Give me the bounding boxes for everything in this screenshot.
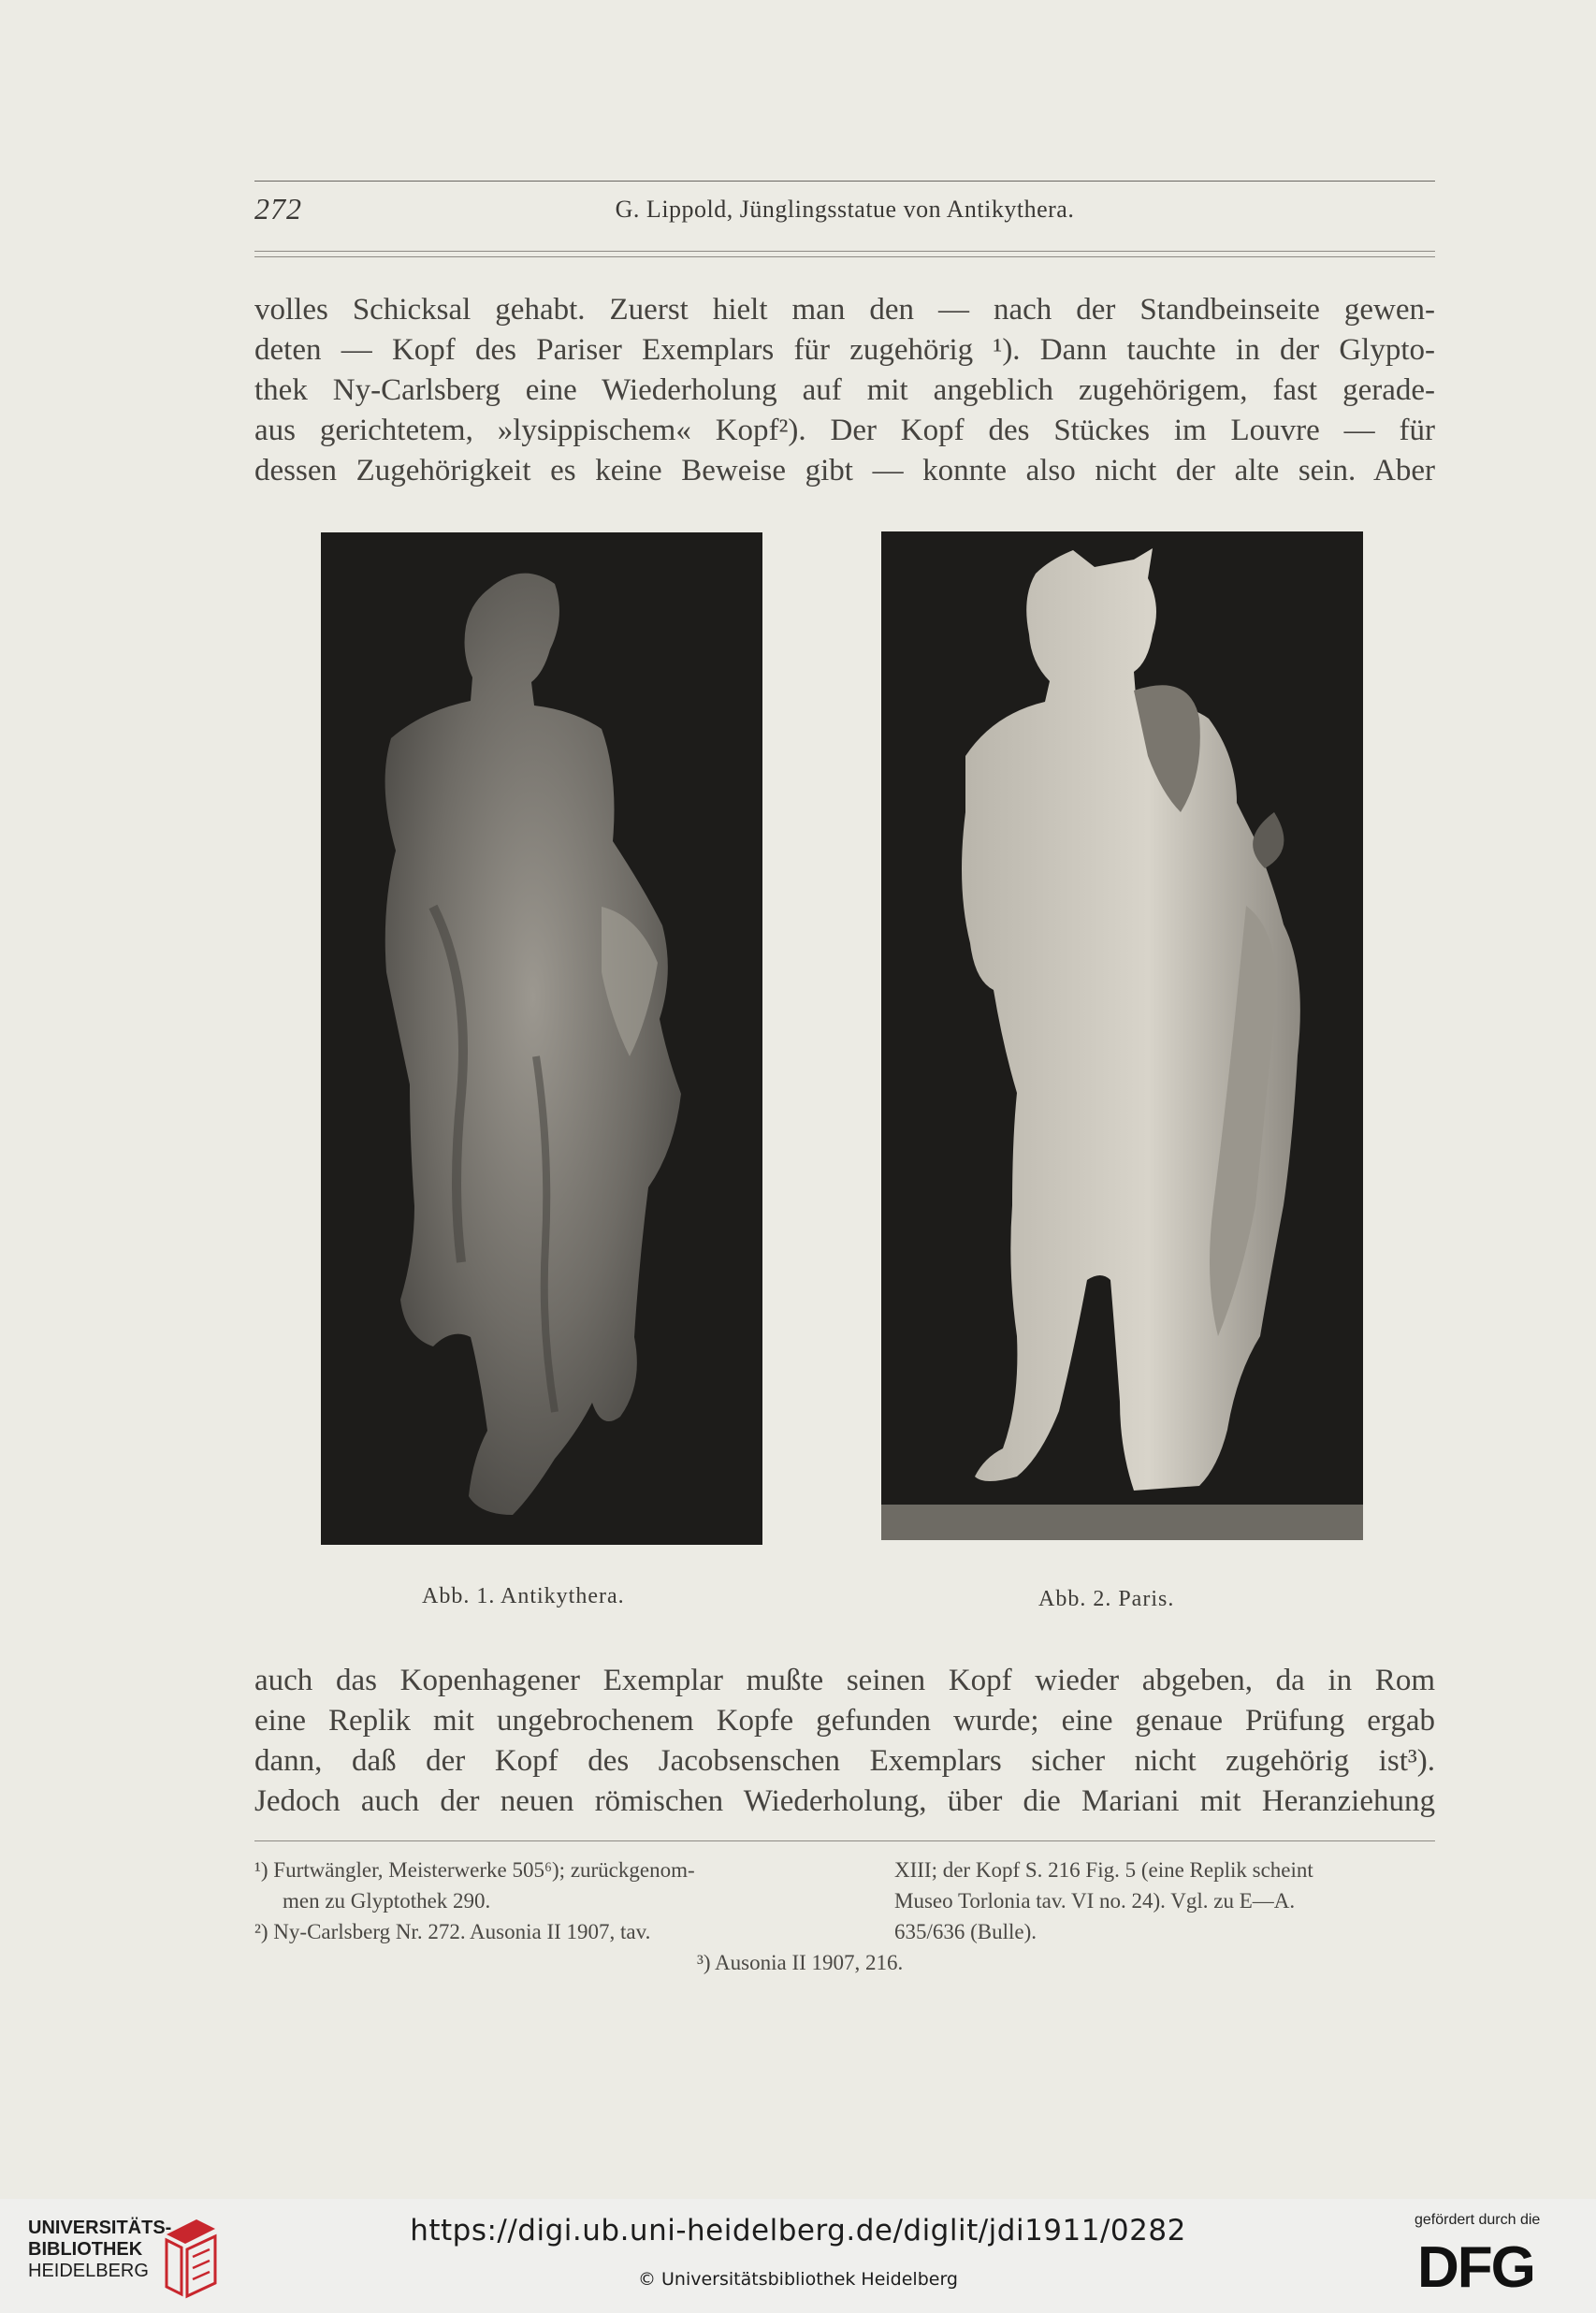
footnotes-right-column: [894, 1855, 1437, 1947]
footnote-rule: [254, 1840, 1435, 1841]
footnote-3: [697, 1947, 1071, 1978]
footnote-line: 635/636 (Bulle).: [894, 1920, 1037, 1943]
library-line: BIBLIOTHEK: [28, 2239, 143, 2260]
footnote-line: men zu Glyptothek 290.: [283, 1889, 491, 1913]
text-line: dann, daß der Kopf des Jacobsenschen Exemplars sicher nicht zugehörig ist³).: [254, 1744, 1435, 1778]
footnote-line: Museo Torlonia tav. VI no. 24). Vgl. zu E—A.: [894, 1889, 1296, 1913]
running-title: G. Lippold, Jünglingsstatue von Antikythera.: [615, 196, 1075, 223]
text-line: eine Replik mit ungebrochenem Kopfe gefunden wurde; eine genaue Prüfung ergab: [254, 1704, 1435, 1738]
funding-note: gefördert durch die: [1415, 2212, 1541, 2228]
footnote-line: ¹) Furtwängler, Meisterwerke 505⁶); zurückgenom-: [254, 1858, 695, 1882]
footnotes-left-column: [254, 1855, 834, 1947]
figure-paris-photo: [881, 531, 1363, 1540]
permalink-url[interactable]: https://digi.ub.uni-heidelberg.de/diglit/jdi1911/0282: [410, 2214, 1186, 2248]
footnote-line: XIII; der Kopf S. 216 Fig. 5 (eine Replik scheint: [894, 1858, 1313, 1882]
footnote-line: ³) Ausonia II 1907, 216.: [697, 1951, 904, 1974]
copyright-notice: © Universitätsbibliothek Heidelberg: [637, 2269, 958, 2290]
footnote-line: ²) Ny-Carlsberg Nr. 272. Ausonia II 1907, tav.: [254, 1920, 651, 1943]
figure-1-caption: Abb. 1. Antikythera.: [422, 1584, 625, 1608]
figure-antikythera-photo: [321, 532, 762, 1545]
header-bottom-rule: [254, 251, 1435, 252]
text-line: dessen Zugehörigkeit es keine Beweise gibt — konnte also nicht der alte sein. Aber: [254, 454, 1435, 487]
text-line: aus gerichtetem, »lysippischem« Kopf²). Der Kopf des Stückes im Louvre — für: [254, 414, 1435, 447]
text-line: auch das Kopenhagener Exemplar mußte seinen Kopf wieder abgeben, da in Rom: [254, 1664, 1435, 1697]
library-line: UNIVERSITÄTS-: [28, 2218, 172, 2238]
header-top-rule: [254, 181, 1435, 182]
text-line: volles Schicksal gehabt. Zuerst hielt man den — nach der Standbeinseite gewen-: [254, 293, 1435, 327]
library-line: HEIDELBERG: [28, 2261, 149, 2281]
page-number: 272: [254, 192, 302, 225]
dfg-logo: DFG: [1417, 2235, 1534, 2300]
header-bottom-rule-2: [254, 256, 1435, 257]
text-line: deten — Kopf des Pariser Exemplars für zugehörig ¹). Dann tauchte in der Glypto-: [254, 333, 1435, 367]
text-line: thek Ny-Carlsberg eine Wiederholung auf mit angeblich zugehörigem, fast gerade-: [254, 373, 1435, 407]
running-header: [254, 192, 1435, 229]
paragraph-top: [254, 290, 1435, 491]
paragraph-bottom: [254, 1661, 1435, 1822]
text-line: Jedoch auch der neuen römischen Wiederholung, über die Mariani mit Heranziehung: [254, 1784, 1435, 1818]
figure-2-caption: Abb. 2. Paris.: [1038, 1587, 1175, 1611]
